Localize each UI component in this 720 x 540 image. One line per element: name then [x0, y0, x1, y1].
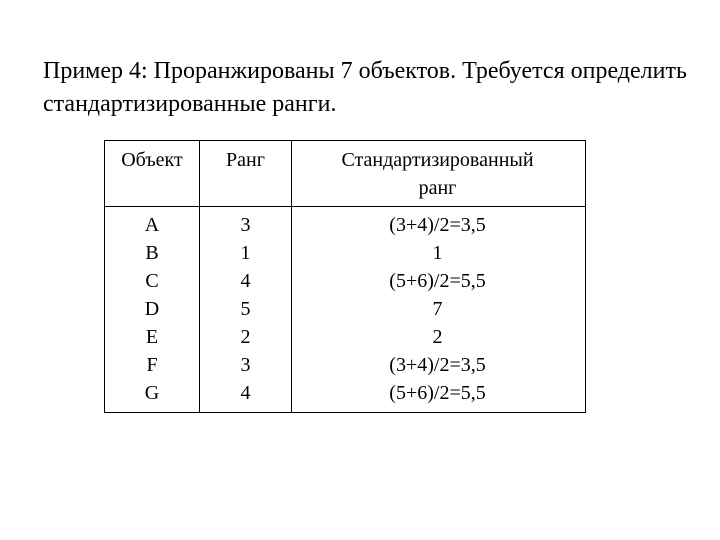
slide-title: Пример 4: Проранжированы 7 объектов. Требуется определить стандартизированные ранги.	[43, 58, 687, 117]
table-body-row	[105, 207, 585, 412]
object-cell: F	[146, 354, 158, 376]
rank-cell: 1	[240, 242, 251, 264]
std-rank-cell: (5+6)/2=5,5	[389, 382, 486, 404]
header-object: Объект	[121, 149, 183, 171]
std-rank-column	[291, 207, 583, 412]
object-cell: E	[145, 326, 159, 348]
ranking-table	[104, 140, 586, 413]
header-std-rank-line1: Стандартизированный	[341, 149, 534, 171]
std-rank-cell: 7	[432, 298, 443, 320]
object-cell: G	[144, 382, 160, 404]
std-rank-cell: 2	[432, 326, 443, 348]
rank-cell: 4	[240, 270, 251, 292]
std-rank-cell: (5+6)/2=5,5	[389, 270, 486, 292]
object-cell: A	[144, 214, 160, 236]
rank-cell: 3	[240, 354, 251, 376]
std-rank-cell: 1	[432, 242, 443, 264]
table-header-row	[105, 141, 585, 207]
rank-column	[199, 207, 291, 412]
object-cell: B	[145, 242, 159, 264]
rank-cell: 3	[240, 214, 251, 236]
rank-cell: 5	[240, 298, 251, 320]
rank-cell: 4	[240, 382, 251, 404]
header-std-rank-line2: ранг	[418, 177, 457, 199]
header-std-rank	[291, 141, 583, 206]
object-column	[105, 207, 199, 412]
header-rank: Ранг	[199, 141, 291, 206]
object-cell: C	[145, 270, 159, 292]
object-cell: D	[144, 298, 160, 320]
rank-cell: 2	[240, 326, 251, 348]
std-rank-cell: (3+4)/2=3,5	[389, 214, 486, 236]
std-rank-cell: (3+4)/2=3,5	[389, 354, 486, 376]
